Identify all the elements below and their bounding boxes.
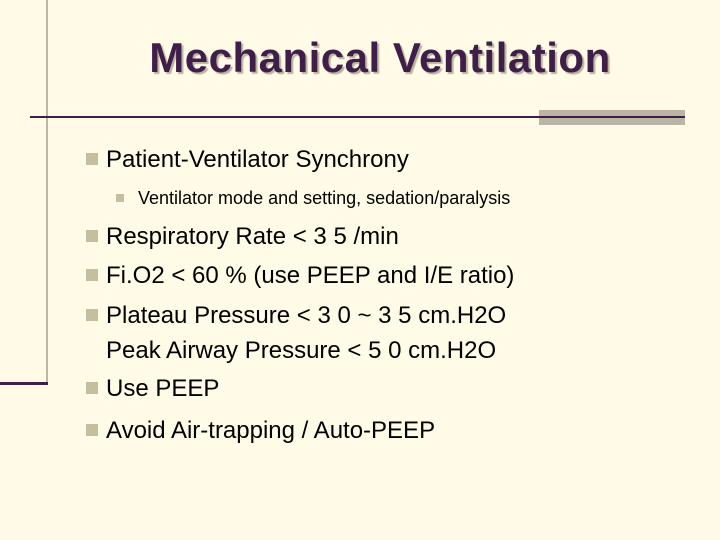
- bullet-continuation-text: Peak Airway Pressure < 5 0 cm.H2O: [106, 337, 497, 364]
- square-bullet-icon: [86, 269, 98, 281]
- bullet-text: Use PEEP: [106, 375, 220, 402]
- sub-bullet-text: Ventilator mode and setting, sedation/paralysis: [138, 188, 511, 208]
- bullet-text: Avoid Air-trapping / Auto-PEEP: [106, 417, 436, 444]
- square-bullet-icon: [86, 153, 98, 165]
- horizontal-rule: [30, 116, 685, 118]
- bullet-text: Patient-Ventilator Synchrony: [106, 146, 409, 173]
- bullet-text: Plateau Pressure < 3 0 ~ 3 5 cm.H2O: [106, 302, 507, 329]
- vertical-rule-accent: [0, 382, 48, 385]
- slide-title: Mechanical Ventilation: [149, 34, 611, 81]
- square-bullet-icon: [86, 309, 98, 321]
- square-bullet-icon: [116, 194, 124, 202]
- bullet-text: Respiratory Rate < 3 5 /min: [106, 223, 399, 250]
- square-bullet-icon: [86, 382, 98, 394]
- square-bullet-icon: [86, 230, 98, 242]
- bullet-text: Fi.O2 < 60 % (use PEEP and I/E ratio): [106, 262, 515, 289]
- square-bullet-icon: [86, 424, 98, 436]
